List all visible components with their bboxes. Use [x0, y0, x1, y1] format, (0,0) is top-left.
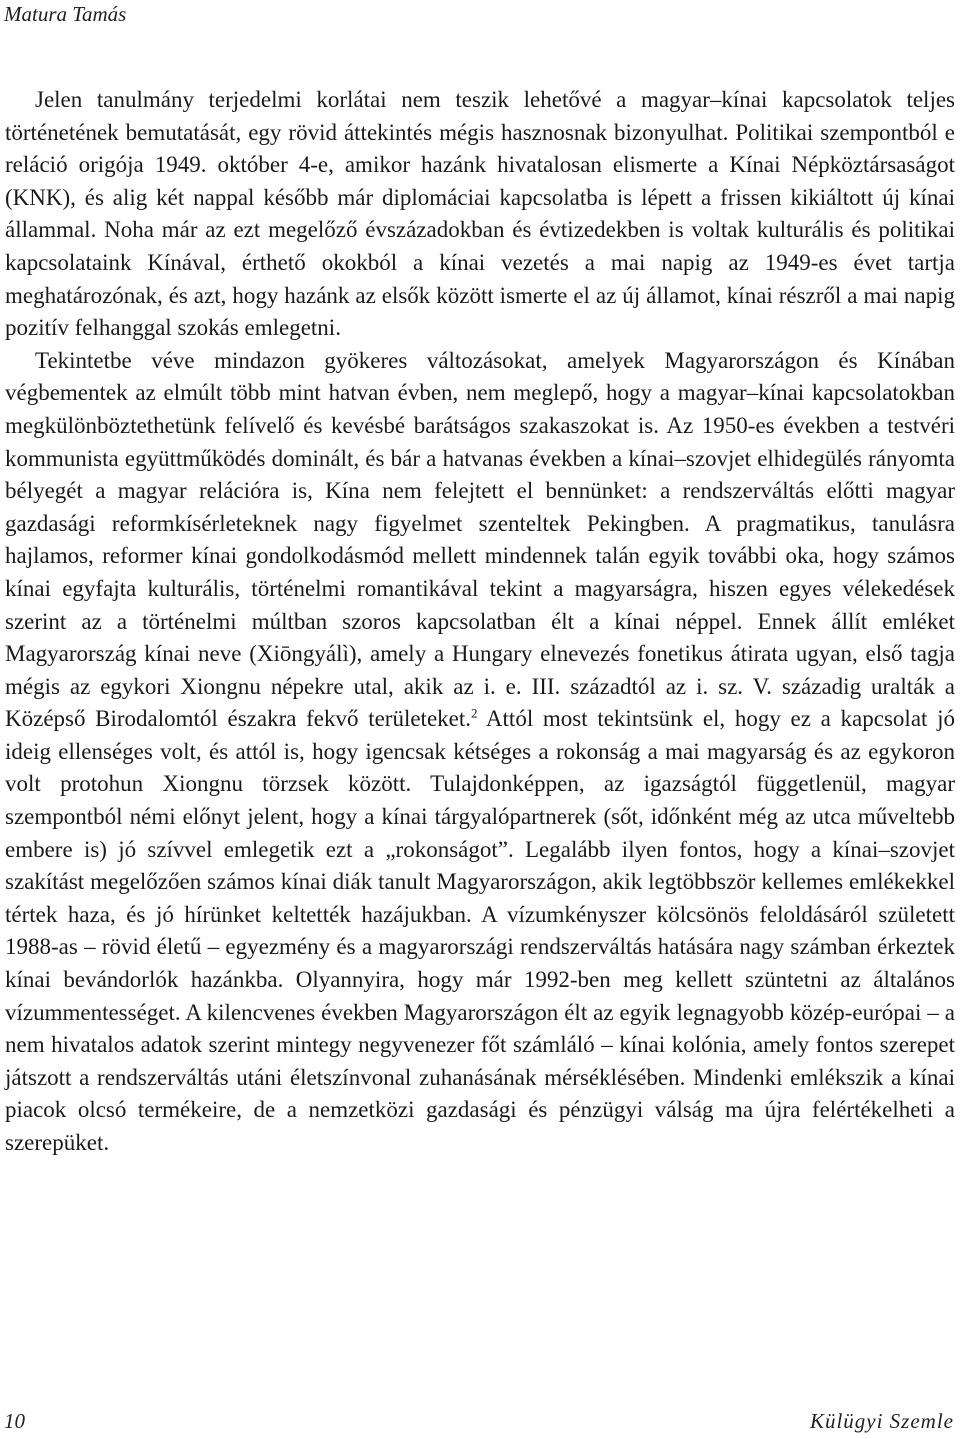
journal-title: Külügyi Szemle [809, 1409, 954, 1433]
running-head-author: Matura Tamás [4, 2, 127, 26]
paragraph-1: Jelen tanulmány terjedelmi korlátai nem teszik lehetővé a magyar–kínai kapcsolatok teljes történetének bemutatását, egy rövid áttekintés mégis hasznosnak bizonyulhat. Politikai szempontból e reláció origója 1949. október 4-e, amikor hazánk hivatalosan elismerte a Kínai Népköztársaságot (KNK), és alig két nappal később már diplomáciai kapcsolatba is lépett a frissen kikiáltott új kínai állammal. Noha már az ezt megelőző évszázadokban és évtizedekben is voltak kulturális és politikai kapcsolataink Kínával, érthető okokból a kínai vezetés a mai napig az 1949-es évet tartja meghatározónak, és azt, hogy hazánk az elsők között ismerte el az új államot, kínai részről a mai napig pozitív felhanggal szokás emlegetni. [5, 87, 955, 341]
footnote-reference[interactable]: 2 [471, 705, 478, 721]
paragraph-2-text-a: Tekintetbe véve mindazon gyökeres változásokat, amelyek Magyarországon és Kínában végbementek az elmúlt több mint hatvan évben, nem meglepő, hogy a magyar–kínai kapcsolatokban megkülönböztethetünk felívelő és kevésbé barátságos szakaszokat is. Az 1950-es években a testvéri kommunista együttműködés dominált, és bár a hatvanas években a kínai–szovjet elhidegülés rányomta bélyegét a magyar relációra is, Kína nem felejtett el bennünket: a rendszerváltás előtti magyar gazdasági reformkísérleteknek nagy figyelmet szenteltek Pekingben. A pragmatikus, tanulásra hajlamos, reformer kínai gondolkodásmód mellett mindennek talán egyik további oka, hogy számos kínai egyfajta kulturális, történelmi romantikával tekint a magyarságra, hiszen egyes vélekedések szerint az a történelmi múltban szoros kapcsolatban élt a kínai néppel. Ennek állít emléket Magyarország kínai neve (Xiōngyálì), amely a Hungary elnevezés fonetikus átirata ugyan, első tagja mégis az egykori Xiongnu népekre utal, akik az i. e. III. századtól az i. sz. V. századig uralták a Középső Birodalomtól északra fekvő területeket. [5, 347, 955, 732]
page-number: 10 [4, 1409, 25, 1433]
paragraph-2-text-b: Attól most tekintsünk el, hogy ez a kapcsolat jó ideig ellenséges volt, és attól is, hogy igencsak kétséges a rokonság a mai magyarság és az egykoron volt protohun Xiongnu törzsek között. Tulajdonképpen, az igazságtól függetlenül, magyar szempontból némi előnyt jelent, hogy a kínai tárgyalópartnerek (sőt, időnként még az utca műveltebb embere is) jó szívvel emlegetik ezt a „rokonságot”. Legalább ilyen fontos, hogy a kínai–szovjet szakítást megelőzően számos kínai diák tanult Magyarországon, akik legtöbbször kellemes emlékekkel tértek haza, és jó hírünket keltették hazájukban. A vízumkényszer kölcsönös feloldásáról született 1988-as – rövid életű – egyezmény és a magyarországi rendszerváltás hatására nagy számban érkeztek kínai bevándorlók hazánkba. Olyannyira, hogy már 1992-ben meg kellett szüntetni az általános vízummentességet. A kilencvenes években Magyarországon élt az egyik legnagyobb közép-európai – a nem hivatalos adatok szerint mintegy negyvenezer főt számláló – kínai kolónia, amely fontos szerepet játszott a rendszerváltás utáni életszínvonal zuhanásának mérséklésében. Mindenki emlékszik a kínai piacok olcsó termékeire, de a nemzetközi gazdasági és pénzügyi válság ma újra felértékelheti a szerepüket. [5, 706, 955, 1155]
paragraph-2 [5, 345, 955, 1160]
article-body [5, 84, 955, 1160]
